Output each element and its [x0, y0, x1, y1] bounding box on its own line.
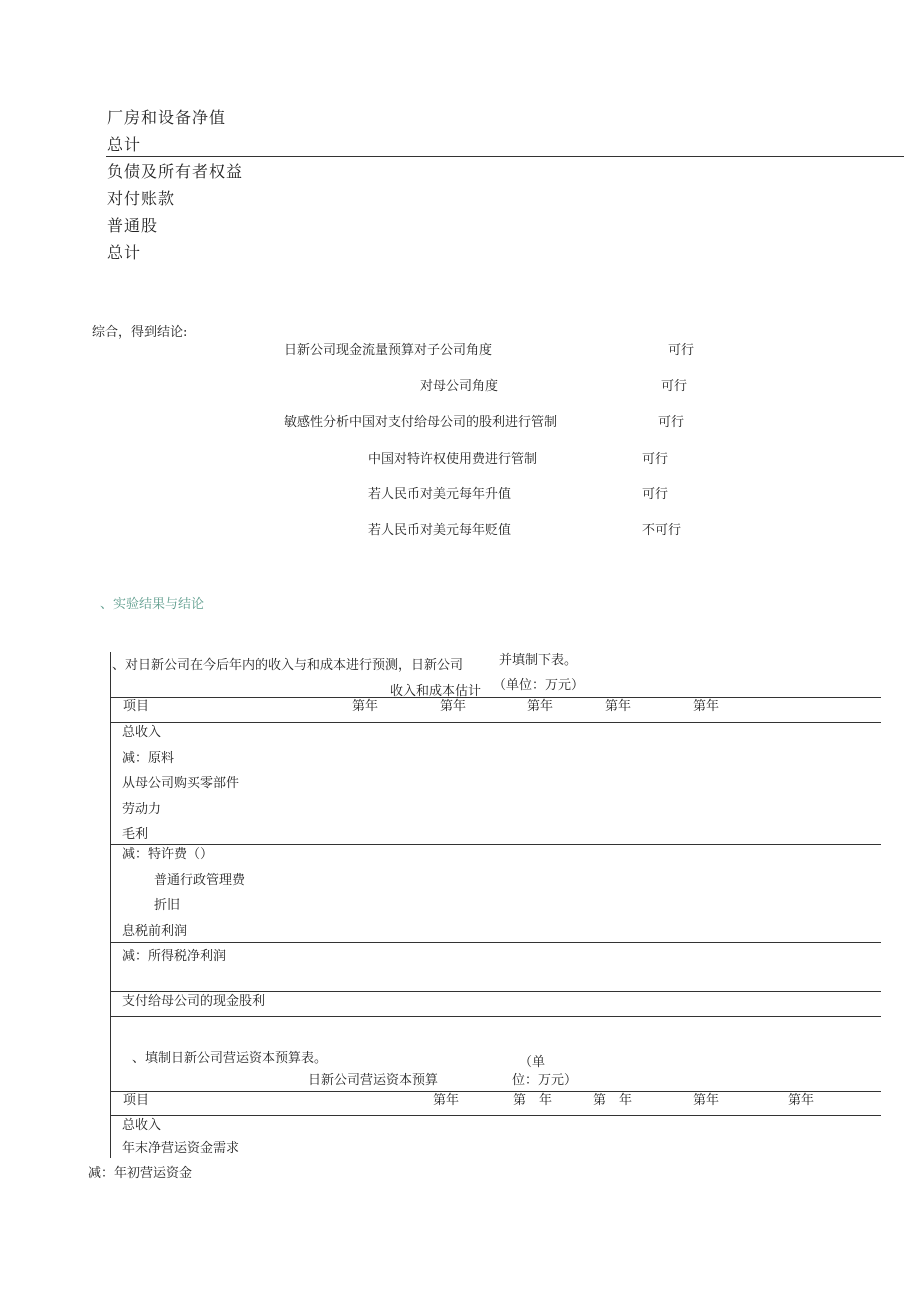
table1-header-year: 第年	[527, 699, 554, 714]
conclusion-item-result: 可行	[668, 343, 695, 358]
table2-unit-line2: 位：万元）	[512, 1073, 578, 1088]
bs-row-common-stock: 普通股	[107, 216, 159, 235]
table2-header-item: 项目	[123, 1093, 150, 1108]
table2-row-label: 年末净营运资金需求	[122, 1141, 240, 1156]
table1-row-rule	[110, 991, 881, 992]
table1-row-rule	[110, 942, 881, 943]
table1-header-bottom-rule	[110, 722, 881, 723]
table2-header-top-rule	[110, 1091, 881, 1092]
table2-row-label: 总收入	[122, 1118, 162, 1133]
table2-header-bottom-rule	[110, 1115, 881, 1116]
conclusion-item-text: 若人民币对美元每年贬值	[368, 523, 512, 538]
table1-header-top-rule	[110, 697, 881, 698]
table1-header-year: 第年	[693, 699, 720, 714]
bs-row-total-assets: 总计	[107, 135, 142, 154]
conclusion-item-result: 可行	[661, 379, 688, 394]
table1-row-label: 毛利	[122, 827, 149, 842]
trailing-row-label: 减：年初营运资金	[88, 1166, 193, 1181]
table1-row-label: 普通行政管理费	[154, 873, 246, 888]
bs-row-accounts-payable: 对付账款	[107, 189, 176, 208]
divider	[106, 156, 904, 157]
conclusion-item-result: 可行	[658, 415, 685, 430]
table1-bottom-rule	[110, 1016, 881, 1017]
conclusion-item-text: 对母公司角度	[420, 379, 499, 394]
table1-row-label: 减：特许费（）	[122, 847, 214, 862]
table2-intro: 、填制日新公司营运资本预算表。	[132, 1051, 328, 1066]
table1-intro: 、对日新公司在今后年内的收入与和成本进行预测，日新公司	[112, 658, 464, 673]
section-heading: 、实验结果与结论	[100, 597, 205, 612]
conclusion-item-result: 可行	[642, 487, 669, 502]
table1-row-label: 减：原料	[122, 751, 175, 766]
table2-title: 日新公司营运资本预算	[308, 1073, 439, 1088]
table1-row-label: 折旧	[154, 898, 181, 913]
table1-row-label: 减：所得税净利润	[122, 949, 227, 964]
bs-row-total-liabilities: 总计	[107, 243, 142, 262]
table2-unit-line1: （单	[519, 1055, 546, 1070]
table1-header-item: 项目	[123, 699, 150, 714]
bs-row-liabilities-equity: 负债及所有者权益	[107, 162, 244, 181]
table1-header-year: 第年	[605, 699, 632, 714]
conclusion-intro: 综合，得到结论:	[92, 325, 188, 340]
table1-intro-tail: 并填制下表。	[499, 653, 578, 668]
table1-row-rule	[110, 844, 881, 845]
table2-header-year: 第年	[693, 1093, 720, 1108]
conclusion-item-result: 可行	[642, 452, 669, 467]
table1-header-year: 第年	[352, 699, 379, 714]
table1-row-label: 支付给母公司的现金股利	[122, 994, 266, 1009]
table1-unit: （单位：万元）	[493, 678, 585, 693]
table2-header-year: 第 年	[513, 1093, 553, 1108]
table2-header-year: 第 年	[593, 1093, 633, 1108]
conclusion-item-text: 若人民币对美元每年升值	[368, 487, 512, 502]
conclusion-item-text: 中国对特许权使用费进行管制	[368, 452, 538, 467]
table2-header-year: 第年	[788, 1093, 815, 1108]
conclusion-item-text: 敏感性分析中国对支付给母公司的股利进行管制	[284, 415, 558, 430]
table1-title: 收入和成本估计	[390, 684, 482, 699]
conclusion-item-result: 不可行	[642, 523, 682, 538]
table1-row-label: 息税前利润	[122, 924, 188, 939]
bs-row-plant-equipment: 厂房和设备净值	[107, 108, 227, 127]
conclusion-item-text: 日新公司现金流量预算对子公司角度	[284, 343, 493, 358]
table1-row-label: 劳动力	[122, 802, 162, 817]
table1-header-year: 第年	[440, 699, 467, 714]
table-left-border	[110, 652, 111, 1158]
table1-row-label: 从母公司购买零部件	[122, 776, 240, 791]
table2-header-year: 第年	[433, 1093, 460, 1108]
table1-row-label: 总收入	[122, 725, 162, 740]
